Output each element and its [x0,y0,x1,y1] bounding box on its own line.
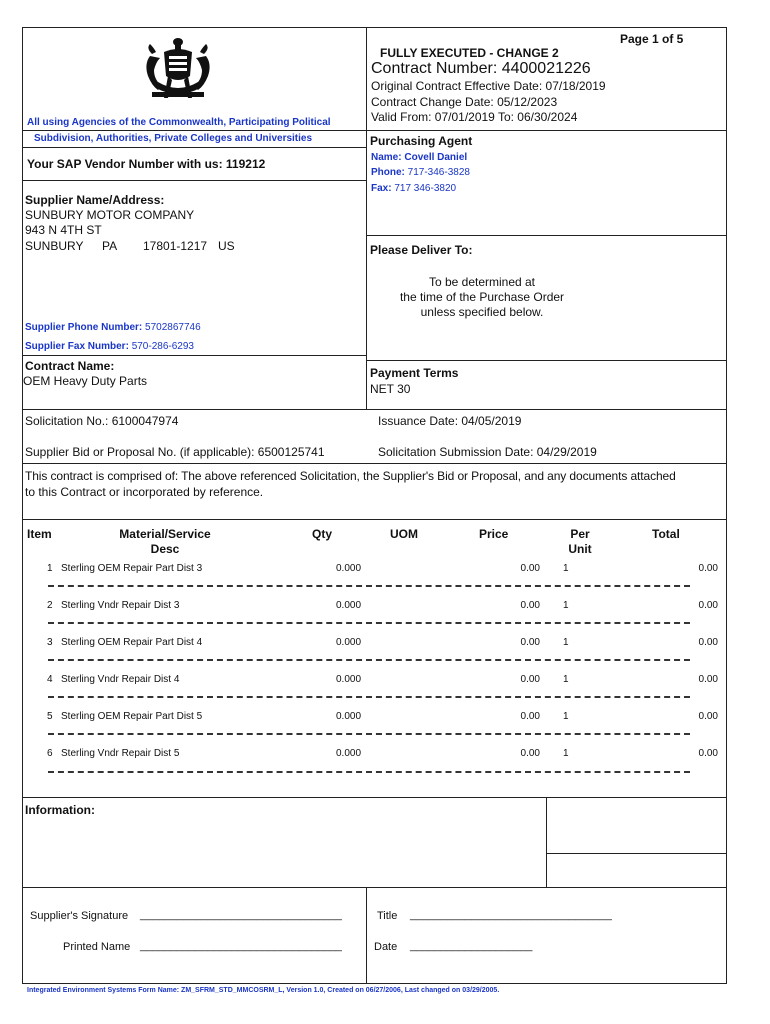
signature-divider [366,887,367,983]
rule-agent [366,130,726,131]
rule-supplier [22,355,366,356]
printed-name-label: Printed Name [63,941,131,953]
rule-info-box [546,853,726,854]
row-price: 0.00 [520,637,540,648]
row-qty: 0.000 [336,637,362,648]
col-header-desc-1: Material/Service [119,527,211,541]
supplier-city: SUNBURY [25,239,84,253]
issuance-date: Issuance Date: 04/05/2019 [378,414,522,428]
row-item-number: 3 [47,637,53,648]
col-header-uom: UOM [390,527,418,541]
info-divider [546,797,547,887]
supplier-name: SUNBURY MOTOR COMPANY [25,208,195,222]
row-description: Sterling OEM Repair Part Dist 5 [61,711,203,722]
supplier-signature-label: Supplier's Signature [30,910,129,922]
col-header-price: Price [479,527,509,541]
supplier-fax: Supplier Fax Number: 570-286-6293 [25,341,194,352]
agent-fax: Fax: 717 346-3820 [371,183,457,194]
contract-name-label: Contract Name: [25,359,115,373]
row-item-number: 5 [47,711,53,722]
pennsylvania-seal-icon [138,36,218,104]
contract-name: OEM Heavy Duty Parts [23,374,148,388]
original-effective-date: Original Contract Effective Date: 07/18/2019 [371,79,606,93]
rule-comprised [22,463,726,464]
agencies-line-2: Subdivision, Authorities, Private Colleges and Universities [34,133,313,144]
col-header-per-1: Per [570,527,590,541]
rule-signature [22,887,726,888]
payment-terms-label: Payment Terms [370,366,459,380]
title-label: Title [377,910,398,922]
contract-status: FULLY EXECUTED - CHANGE 2 [380,46,559,60]
contract-change-date: Contract Change Date: 05/12/2023 [371,95,558,109]
row-per-unit: 1 [563,600,569,611]
date-label: Date [374,941,398,953]
row-total: 0.00 [698,600,718,611]
row-price: 0.00 [520,748,540,759]
agent-phone: Phone: 717-346-3828 [371,167,470,178]
row-item-number: 2 [47,600,53,611]
supplier-state: PA [102,239,118,253]
row-total: 0.00 [698,563,718,574]
row-total: 0.00 [698,748,718,759]
row-item-number: 1 [47,563,53,574]
rule-deliver [366,235,726,236]
payment-terms: NET 30 [370,382,411,396]
rule-payment [366,360,726,361]
row-per-unit: 1 [563,674,569,685]
col-header-item: Item [27,527,52,541]
frame-bottom [22,983,727,984]
comprised-line-2: to this Contract or incorporated by reference. [25,485,264,499]
deliver-line-3: unless specified below. [420,305,544,319]
date-line[interactable]: ____________________ [410,940,533,952]
row-separator [48,585,690,587]
sap-vendor-number: Your SAP Vendor Number with us: 119212 [27,157,266,171]
frame-right [726,27,727,984]
row-per-unit: 1 [563,748,569,759]
row-item-number: 6 [47,748,53,759]
solicitation-number: Solicitation No.: 6100047974 [25,414,179,428]
contract-number: Contract Number: 4400021226 [371,60,591,77]
form-footer: Integrated Environment Systems Form Name: ZM_SFRM_STD_MMCOSRM_L, Version 1.0, Created on 06/27/2006, Last changed on 03/29/2005. [27,987,500,994]
row-separator [48,696,690,698]
row-total: 0.00 [698,711,718,722]
information-label: Information: [25,803,95,817]
supplier-zip: 17801-1217 [143,239,208,253]
deliver-line-2: the time of the Purchase Order [399,290,565,304]
row-price: 0.00 [520,563,540,574]
row-qty: 0.000 [336,711,362,722]
rule-information [22,797,726,798]
printed-name-line[interactable]: _________________________________ [140,940,342,952]
deliver-to-label: Please Deliver To: [370,243,473,257]
agent-name: Name: Covell Daniel [371,152,468,163]
supplier-bid-number: Supplier Bid or Proposal No. (if applicable): 6500125741 [25,445,325,459]
row-per-unit: 1 [563,563,569,574]
row-qty: 0.000 [336,600,362,611]
rule-table-header [22,519,726,520]
purchasing-agent-label: Purchasing Agent [370,134,473,148]
col-header-qty: Qty [312,527,333,541]
row-total: 0.00 [698,637,718,648]
supplier-street: 943 N 4TH ST [25,223,102,237]
row-price: 0.00 [520,600,540,611]
row-qty: 0.000 [336,748,362,759]
row-separator [48,771,690,773]
header-divider [366,27,367,409]
row-qty: 0.000 [336,563,362,574]
row-qty: 0.000 [336,674,362,685]
supplier-signature-line[interactable]: _________________________________ [140,909,342,921]
deliver-line-1: To be determined at [428,275,536,289]
agencies-line-1: All using Agencies of the Commonwealth, Participating Political [27,117,331,128]
rule-vendor [22,180,366,181]
rule-agency [22,130,366,131]
row-per-unit: 1 [563,637,569,648]
row-item-number: 4 [47,674,53,685]
col-header-per-2: Unit [568,542,592,556]
row-per-unit: 1 [563,711,569,722]
supplier-label: Supplier Name/Address: [25,193,165,207]
row-total: 0.00 [698,674,718,685]
row-separator [48,622,690,624]
rule-solicitation [22,409,726,410]
submission-date: Solicitation Submission Date: 04/29/2019 [378,445,597,459]
row-separator [48,733,690,735]
col-header-desc-2: Desc [150,542,180,556]
supplier-phone: Supplier Phone Number: 5702867746 [25,322,201,333]
row-description: Sterling OEM Repair Part Dist 4 [61,637,203,648]
row-description: Sterling Vndr Repair Dist 5 [61,748,180,759]
frame-left [22,27,23,984]
col-header-total: Total [652,527,680,541]
row-description: Sterling Vndr Repair Dist 4 [61,674,180,685]
page-number: Page 1 of 5 [620,32,684,46]
supplier-country: US [218,239,235,253]
row-description: Sterling Vndr Repair Dist 3 [61,600,180,611]
title-line[interactable]: _________________________________ [410,909,612,921]
comprised-line-1: This contract is comprised of: The above referenced Solicitation, the Supplier's Bid or Proposal, and any documents attached [25,469,676,483]
row-separator [48,659,690,661]
valid-period: Valid From: 07/01/2019 To: 06/30/2024 [371,110,578,124]
rule-agency-bottom [22,147,366,148]
row-price: 0.00 [520,674,540,685]
row-description: Sterling OEM Repair Part Dist 3 [61,563,203,574]
frame-top [22,27,726,28]
row-price: 0.00 [520,711,540,722]
